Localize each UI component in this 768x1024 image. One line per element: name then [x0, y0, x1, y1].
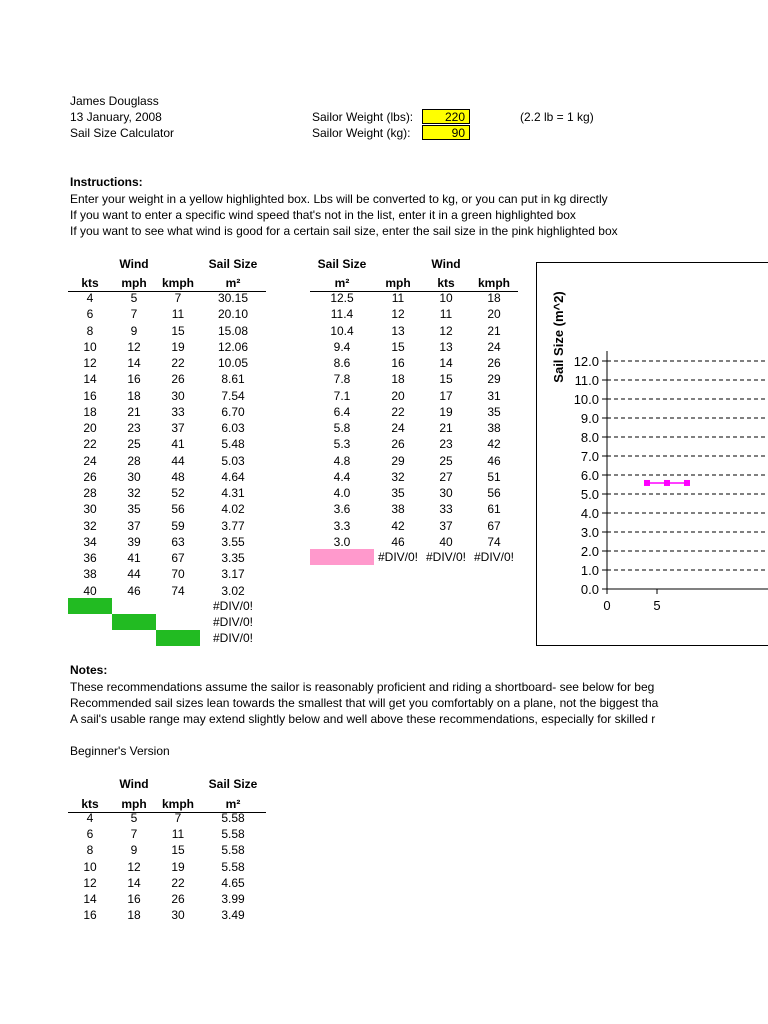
- column-header-kmph: kmph: [477, 276, 510, 290]
- table-cell: 5.58: [221, 811, 245, 825]
- error-cell: #DIV/0!: [212, 599, 254, 613]
- table-cell: 59: [171, 518, 185, 533]
- table-cell: 14: [83, 892, 97, 906]
- table-cell: 18: [127, 388, 141, 403]
- table-cell: 61: [487, 502, 501, 517]
- table-cell: 4.65: [221, 875, 245, 890]
- table-cell: 21: [487, 323, 501, 338]
- table-cell: 5.8: [333, 421, 351, 435]
- table-cell: 5.03: [221, 453, 245, 468]
- table-cell: 11.4: [330, 307, 354, 322]
- table-cell: 32: [127, 486, 141, 500]
- table-cell: 3.49: [221, 908, 245, 923]
- error-cell: #DIV/0!: [212, 631, 254, 645]
- table-cell: 70: [171, 567, 185, 582]
- table-cell: 19: [171, 339, 185, 354]
- table-cell: 13: [391, 323, 405, 338]
- weight-kg-input[interactable]: 90: [422, 125, 470, 140]
- table-cell: 18: [487, 291, 501, 305]
- x-tick-label: 0: [603, 598, 611, 613]
- table-cell: 20: [487, 307, 501, 322]
- wind-group-header: Wind: [431, 257, 461, 271]
- table-cell: 15: [391, 339, 405, 354]
- table-cell: 8.61: [221, 372, 245, 387]
- table-cell: 5.48: [221, 437, 245, 452]
- table-cell: 4.0: [333, 486, 351, 500]
- document-title: Sail Size Calculator: [70, 126, 175, 140]
- data-point: [644, 480, 650, 486]
- table-cell: 3.6: [333, 502, 351, 517]
- table-cell: 21: [127, 404, 141, 419]
- table-cell: 12.06: [217, 339, 249, 354]
- y-tick-label: 5.0: [580, 487, 599, 502]
- table-cell: 22: [171, 875, 185, 890]
- table-cell: 16: [391, 356, 405, 370]
- table-cell: 5: [130, 811, 138, 825]
- table-cell: 38: [391, 502, 405, 517]
- table-cell: 22: [83, 437, 97, 452]
- table-cell: 26: [83, 469, 97, 484]
- table-cell: 15.08: [217, 323, 249, 338]
- table-cell: 41: [127, 551, 141, 565]
- table-cell: 30: [171, 388, 185, 403]
- table-cell: 12: [127, 859, 141, 874]
- table-cell: 30.15: [217, 291, 249, 305]
- table-cell: 7.8: [333, 372, 351, 387]
- table-cell: 11: [391, 291, 405, 305]
- table-cell: 32: [83, 518, 97, 533]
- table-cell: 4.4: [333, 469, 351, 484]
- table-cell: 15: [439, 372, 453, 387]
- table-cell: 34: [83, 534, 97, 549]
- table-cell: 16: [127, 892, 141, 906]
- table-cell: 3.3: [333, 518, 351, 533]
- table-cell: 33: [171, 404, 185, 419]
- note-line: These recommendations assume the sailor is reasonably proficient and riding a shortboard- see below for beg: [70, 680, 655, 694]
- custom-wind-input-kmph[interactable]: [156, 630, 200, 646]
- table-cell: 8: [86, 843, 94, 858]
- table-cell: 15: [171, 323, 185, 338]
- table-cell: 21: [439, 421, 453, 435]
- table-cell: 25: [127, 437, 141, 452]
- y-tick-label: 7.0: [580, 449, 599, 464]
- table-cell: 7: [174, 291, 182, 305]
- wind-group-header: Wind: [119, 257, 149, 271]
- table-cell: 10: [83, 859, 97, 874]
- table-cell: 5.58: [221, 827, 245, 842]
- table-cell: 38: [487, 421, 501, 435]
- table-cell: 12: [127, 339, 141, 354]
- y-tick-label: 2.0: [580, 544, 599, 559]
- table-cell: 46: [127, 583, 141, 598]
- table-cell: 14: [127, 875, 141, 890]
- x-tick-label: 5: [653, 598, 661, 613]
- y-axis-label: Sail Size (m^2): [551, 291, 566, 383]
- column-header-mph: mph: [121, 276, 147, 290]
- table-cell: 56: [487, 486, 501, 500]
- y-tick-label: 9.0: [580, 411, 599, 426]
- table-cell: 41: [171, 437, 185, 452]
- table-cell: 5: [130, 291, 138, 305]
- table-cell: 40: [439, 534, 453, 549]
- sail-size-group-header: Sail Size: [208, 777, 258, 791]
- table-cell: 29: [391, 453, 405, 468]
- column-header-m2: m²: [225, 797, 241, 811]
- table-cell: 27: [439, 469, 453, 484]
- data-point: [664, 480, 670, 486]
- table-cell: 9: [130, 843, 138, 858]
- sail-size-group-header: Sail Size: [208, 257, 258, 271]
- table-cell: 10: [83, 339, 97, 354]
- table-cell: 8.6: [333, 356, 351, 370]
- table-cell: 3.0: [333, 534, 351, 549]
- table-cell: 44: [171, 453, 185, 468]
- column-header-kts: kts: [437, 276, 455, 290]
- table-cell: 39: [127, 534, 141, 549]
- table-cell: 26: [391, 437, 405, 452]
- table-cell: 3.02: [221, 583, 245, 598]
- table-cell: 67: [171, 551, 185, 565]
- table-cell: 4.8: [333, 453, 351, 468]
- table-cell: 42: [391, 518, 405, 533]
- table-cell: 3.55: [221, 534, 245, 549]
- table-cell: 13: [439, 339, 453, 354]
- table-cell: 42: [487, 437, 501, 452]
- table-cell: 14: [127, 356, 141, 370]
- table-cell: 9: [130, 323, 138, 338]
- table-cell: 6.4: [333, 404, 351, 419]
- author-name: James Douglass: [70, 94, 159, 108]
- table-cell: 14: [439, 356, 453, 370]
- instruction-line: If you want to enter a specific wind speed that's not in the list, enter it in a green highlighted box: [70, 208, 576, 222]
- table-cell: 17: [439, 388, 453, 403]
- weight-lbs-input[interactable]: 220: [422, 109, 470, 124]
- conversion-note: (2.2 lb = 1 kg): [520, 110, 594, 124]
- table-cell: 16: [127, 372, 141, 387]
- table-cell: 3.77: [221, 518, 245, 533]
- table-cell: 22: [391, 404, 405, 419]
- table-cell: 18: [391, 372, 405, 387]
- column-header-mph: mph: [121, 797, 147, 811]
- table-cell: 4: [86, 291, 94, 305]
- error-cell: #DIV/0!: [425, 550, 467, 564]
- y-tick-label: 0.0: [580, 582, 599, 597]
- table-cell: 37: [171, 421, 185, 435]
- table-cell: 56: [171, 502, 185, 517]
- column-header-m2: m²: [334, 276, 350, 290]
- table-cell: 19: [171, 859, 185, 874]
- table-cell: 5.58: [221, 843, 245, 858]
- table-cell: 37: [439, 518, 453, 533]
- table-cell: 8: [86, 323, 94, 338]
- table-cell: 6.70: [221, 404, 245, 419]
- table-cell: 5.58: [221, 859, 245, 874]
- data-point: [684, 480, 690, 486]
- note-line: Recommended sail sizes lean towards the smallest that will get you comfortably on a plane, not the biggest tha: [70, 696, 659, 710]
- table-cell: 7: [174, 811, 182, 825]
- table-cell: 22: [171, 356, 185, 370]
- column-header-kts: kts: [81, 797, 99, 811]
- custom-wind-input-mph[interactable]: [112, 614, 156, 630]
- table-cell: 35: [127, 502, 141, 517]
- table-cell: 16: [83, 908, 97, 923]
- table-cell: 7: [130, 827, 138, 842]
- table-cell: 7.1: [333, 388, 351, 403]
- column-header-mph: mph: [385, 276, 411, 290]
- column-header-kts: kts: [81, 276, 99, 290]
- table-cell: 51: [487, 469, 501, 484]
- y-tick-label: 8.0: [580, 430, 599, 445]
- table-cell: 24: [83, 453, 97, 468]
- table-cell: 11: [171, 307, 185, 322]
- table-cell: 6.03: [221, 421, 245, 435]
- document-date: 13 January, 2008: [70, 110, 162, 124]
- table-cell: 32: [391, 469, 405, 484]
- error-cell: #DIV/0!: [377, 550, 419, 564]
- table-cell: 31: [487, 388, 501, 403]
- table-cell: 23: [127, 421, 141, 435]
- table-cell: 25: [439, 453, 453, 468]
- table-cell: 28: [83, 486, 97, 500]
- table-cell: 12: [83, 875, 97, 890]
- table-cell: 46: [391, 534, 405, 549]
- table-cell: 24: [391, 421, 405, 435]
- table-cell: 48: [171, 469, 185, 484]
- table-cell: 6: [86, 307, 94, 322]
- column-header-m2: m²: [225, 276, 241, 290]
- table-cell: 26: [171, 892, 185, 906]
- y-tick-label: 12.0: [573, 354, 599, 369]
- table-cell: 38: [83, 567, 97, 582]
- table-cell: 3.17: [221, 567, 245, 582]
- custom-sail-size-input[interactable]: [310, 549, 374, 565]
- error-cell: #DIV/0!: [212, 615, 254, 629]
- table-cell: 23: [439, 437, 453, 452]
- table-cell: 67: [487, 518, 501, 533]
- table-cell: 63: [171, 534, 185, 549]
- table-cell: 15: [171, 843, 185, 858]
- table-cell: 44: [127, 567, 141, 582]
- table-cell: 12: [439, 323, 453, 338]
- table-cell: 12: [83, 356, 97, 370]
- sail-size-group-header: Sail Size: [317, 257, 367, 271]
- table-cell: 29: [487, 372, 501, 387]
- chart-svg: [537, 263, 768, 647]
- table-cell: 4.31: [221, 486, 245, 500]
- table-cell: 11: [171, 827, 185, 842]
- table-cell: 11: [439, 307, 453, 322]
- table-cell: 7: [130, 307, 138, 322]
- table-cell: 26: [487, 356, 501, 370]
- table-cell: 3.99: [221, 892, 245, 906]
- table-cell: 74: [171, 583, 185, 598]
- y-tick-label: 6.0: [580, 468, 599, 483]
- beginner-section-title: Beginner's Version: [70, 744, 170, 758]
- table-cell: 4.02: [221, 502, 245, 517]
- table-cell: 30: [171, 908, 185, 923]
- table-cell: 20: [391, 388, 405, 403]
- weight-kg-label: Sailor Weight (kg):: [312, 126, 411, 140]
- table-cell: 5.3: [333, 437, 351, 452]
- table-cell: 20.10: [217, 307, 249, 322]
- instruction-line: If you want to see what wind is good for a certain sail size, enter the sail size in the pink highlighted box: [70, 224, 618, 238]
- table-cell: 30: [83, 502, 97, 517]
- table-cell: 16: [83, 388, 97, 403]
- table-cell: 37: [127, 518, 141, 533]
- wind-group-header: Wind: [119, 777, 149, 791]
- y-tick-label: 11.0: [574, 373, 599, 388]
- table-cell: 12.5: [330, 291, 354, 305]
- table-cell: 46: [487, 453, 501, 468]
- table-cell: 9.4: [333, 339, 351, 354]
- table-cell: 10.05: [217, 356, 249, 370]
- table-cell: 20: [83, 421, 97, 435]
- table-cell: 30: [439, 486, 453, 500]
- table-cell: 35: [487, 404, 501, 419]
- table-cell: 10: [439, 291, 453, 305]
- table-cell: 30: [127, 469, 141, 484]
- table-cell: 10.4: [330, 323, 354, 338]
- y-tick-label: 4.0: [580, 506, 599, 521]
- table-cell: 40: [83, 583, 97, 598]
- y-tick-label: 10.0: [573, 392, 599, 407]
- table-cell: 52: [171, 486, 185, 500]
- table-cell: 36: [83, 551, 97, 565]
- table-cell: 74: [487, 534, 501, 549]
- table-cell: 7.54: [221, 388, 245, 403]
- table-cell: 4.64: [221, 469, 245, 484]
- custom-wind-input-kts[interactable]: [68, 598, 112, 614]
- instructions-heading: Instructions:: [70, 175, 143, 189]
- notes-heading: Notes:: [70, 663, 108, 677]
- table-cell: 18: [127, 908, 141, 923]
- sail-size-chart: [536, 262, 768, 646]
- table-cell: 19: [439, 404, 453, 419]
- table-cell: 12: [391, 307, 405, 322]
- table-cell: 24: [487, 339, 501, 354]
- error-cell: #DIV/0!: [473, 550, 515, 564]
- table-cell: 14: [83, 372, 97, 387]
- table-cell: 6: [86, 827, 94, 842]
- table-cell: 26: [171, 372, 185, 387]
- table-cell: 28: [127, 453, 141, 468]
- table-cell: 33: [439, 502, 453, 517]
- y-tick-label: 3.0: [580, 525, 599, 540]
- column-header-kmph: kmph: [161, 276, 194, 290]
- table-cell: 4: [86, 811, 94, 825]
- table-cell: 35: [391, 486, 405, 500]
- table-cell: 3.35: [221, 551, 245, 565]
- table-cell: 18: [83, 404, 97, 419]
- y-tick-label: 1.0: [580, 563, 599, 578]
- instruction-line: Enter your weight in a yellow highlighted box. Lbs will be converted to kg, or you can put in kg directly: [70, 192, 608, 206]
- weight-lbs-label: Sailor Weight (lbs):: [312, 110, 414, 124]
- column-header-kmph: kmph: [161, 797, 194, 811]
- note-line: A sail's usable range may extend slightly below and well above these recommendations, especially for skilled r: [70, 712, 656, 726]
